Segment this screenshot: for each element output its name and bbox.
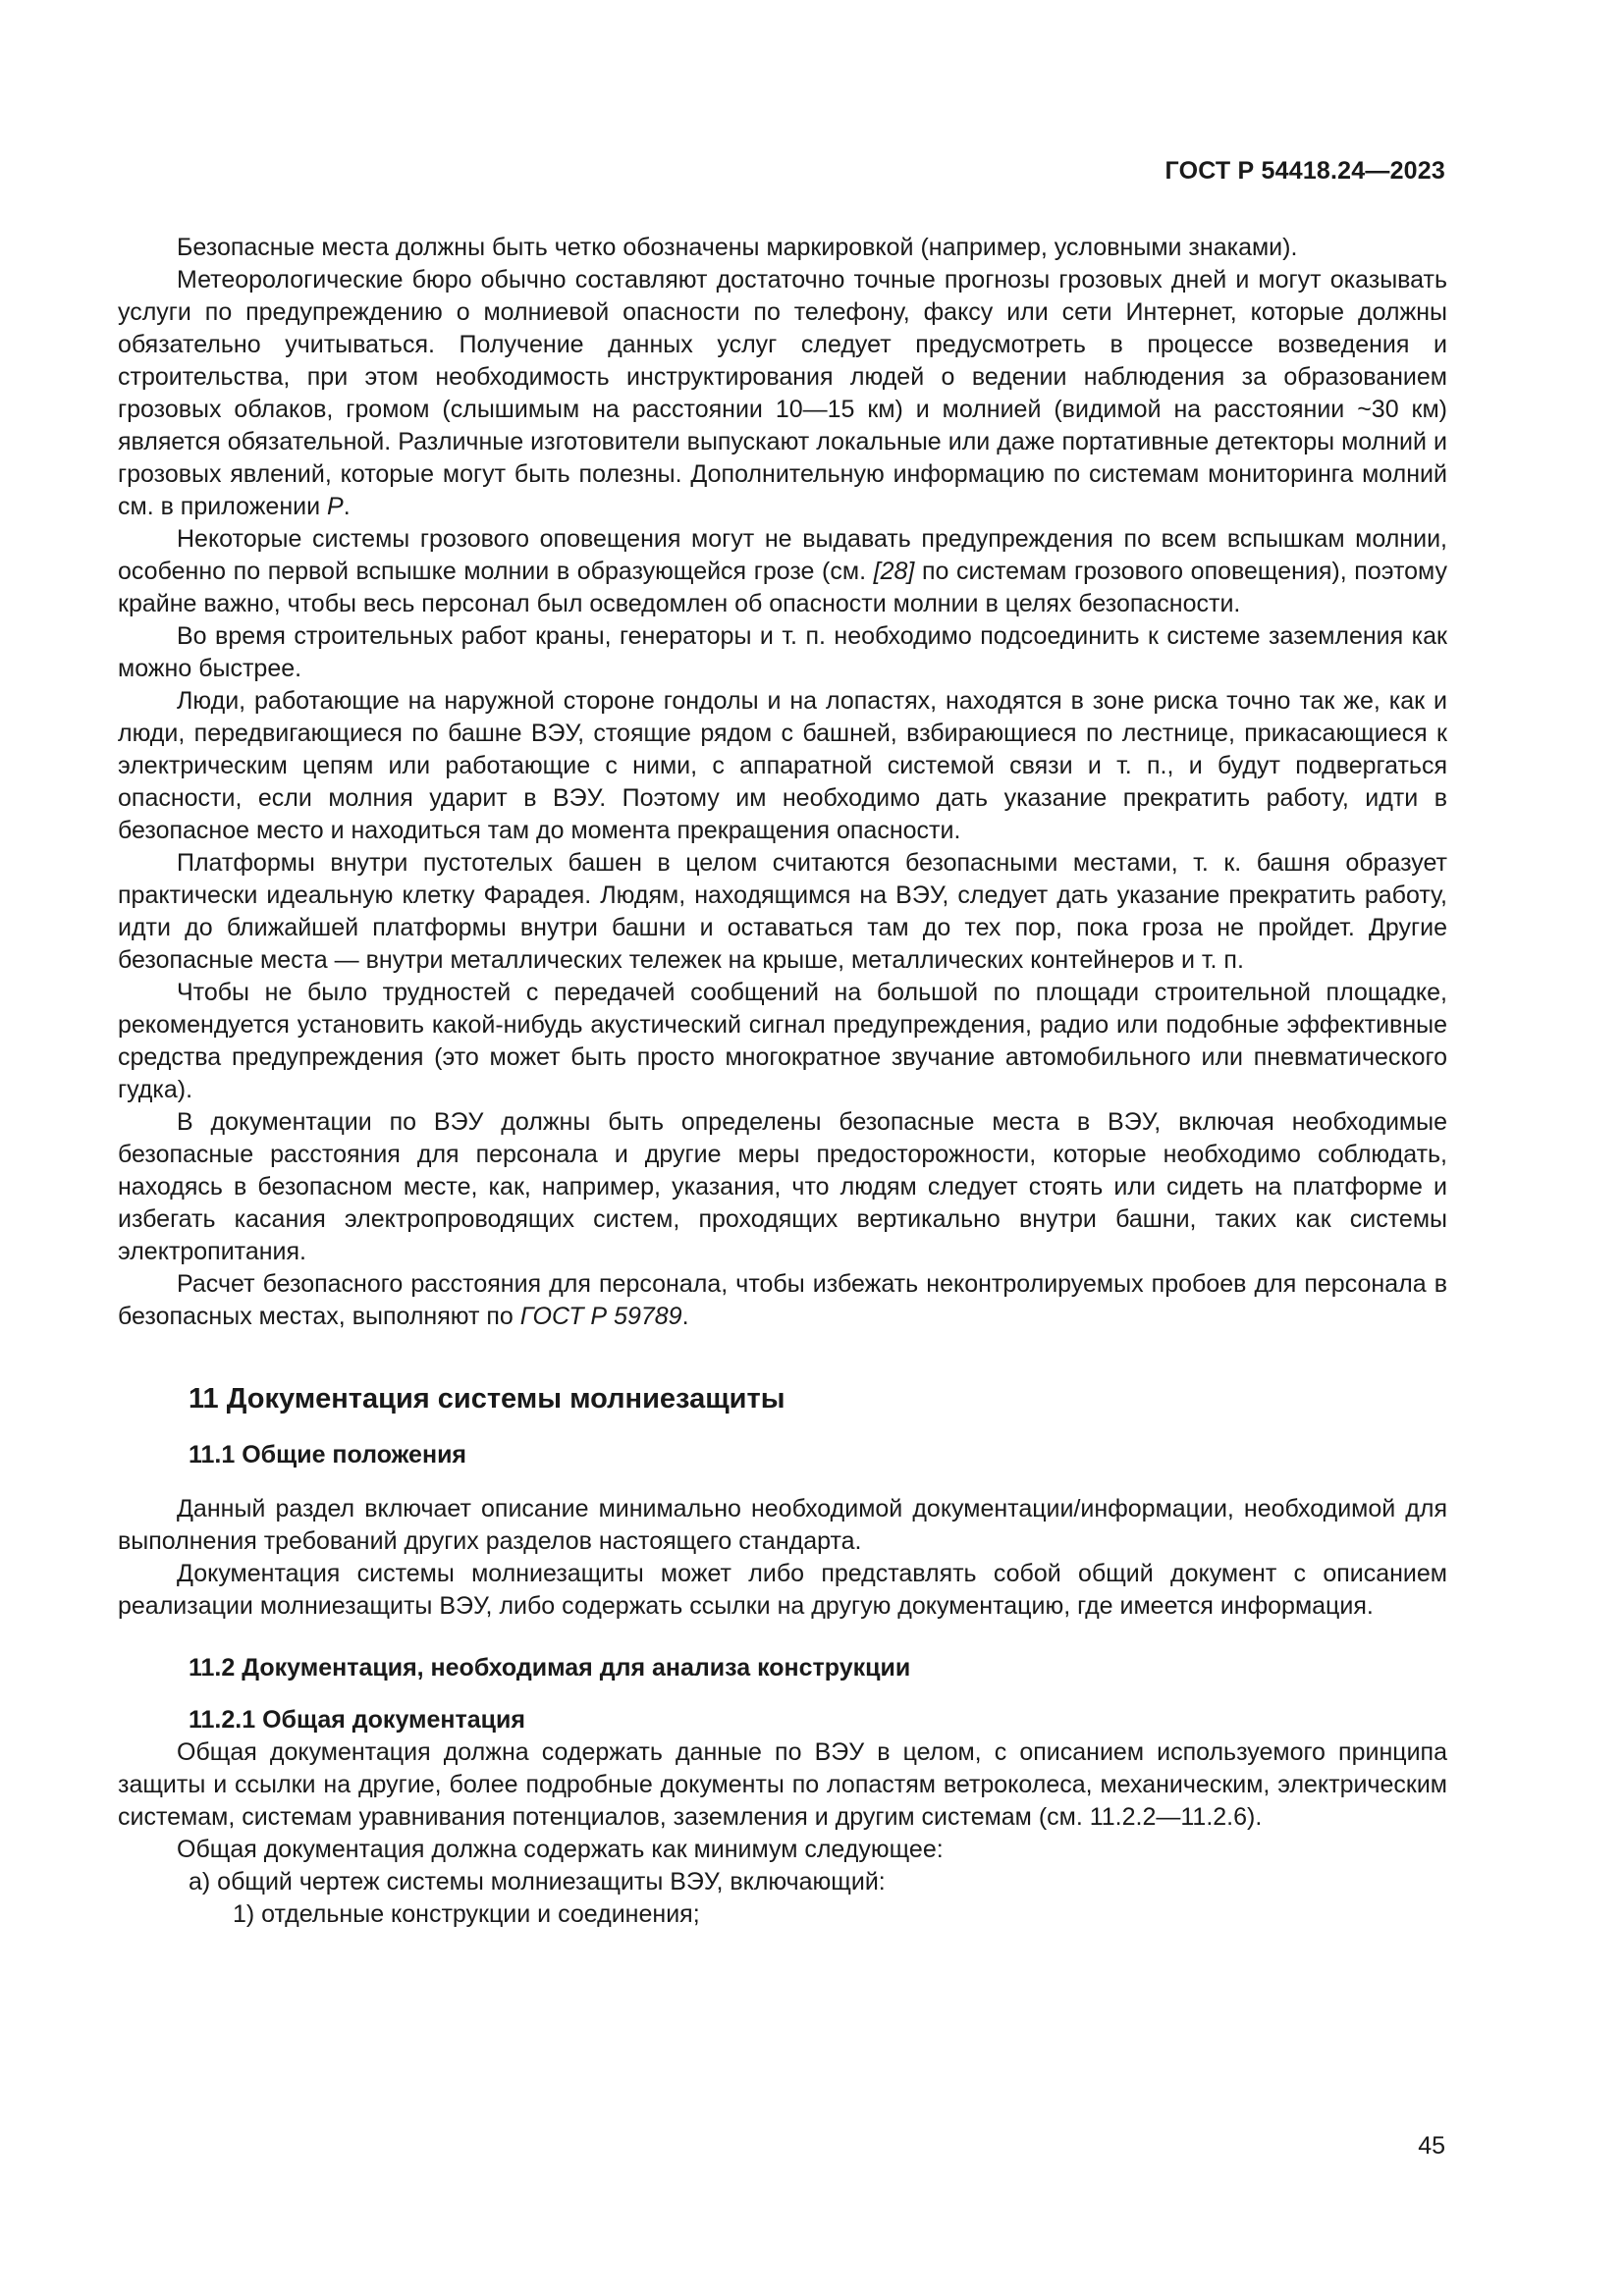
subsection-title: 11.1 Общие положения (189, 1441, 467, 1468)
paragraph: Документация системы молниезащиты может либо представлять собой общий документ с описанием реализации молниезащиты ВЭУ, либо содержать ссылки на другую документацию, где имеется информация. (118, 1560, 1447, 1620)
paragraph: Платформы внутри пустотелых башен в целом считаются безопасными местами, т. к. башня образует практически идеальную клетку Фарадея. Людям, находящимся на ВЭУ, следует дать указание прекратить работу, идти до ближайшей платформы внутри башни и оставаться там до тех пор, пока гроза не пройдет. Другие безопасные места — внутри металлических тележек на крыше, металлических контейнеров и т. п. (118, 849, 1447, 974)
reference-link[interactable]: [28] (873, 558, 915, 585)
list-item: а) общий чертеж системы молниезащиты ВЭУ, включающий: (189, 1868, 886, 1896)
standard-reference-link[interactable]: ГОСТ Р 59789 (519, 1303, 682, 1330)
paragraph: Во время строительных работ краны, генераторы и т. п. необходимо подсоединить к системе заземления как можно быстрее. (118, 622, 1447, 682)
subsection-title: 11.2 Документация, необходимая для анализа конструкции (189, 1654, 911, 1682)
paragraph: Некоторые системы грозового оповещения могут не выдавать предупреждения по всем вспышкам молнии, особенно по первой вспышке молнии в образующейся грозе (см. [28] по системам грозового оповещения), поэтому крайне важно, чтобы весь персонал был осведомлен об опасности молнии в целях безопасности. (118, 525, 1447, 617)
paragraph: Общая документация должна содержать данные по ВЭУ в целом, с описанием используемого принципа защиты и ссылки на другие, более подробные документы по лопастям ветроколеса, механическим, электрическим системам, системам уравнивания потенциалов, заземления и другим системам (см. 11.2.2—11.2.6). (118, 1738, 1447, 1831)
page-content (118, 232, 1447, 1931)
paragraph: В документации по ВЭУ должны быть определены безопасные места в ВЭУ, включая необходимые безопасные расстояния для персонала и другие меры предосторожности, которые необходимо соблюдать, находясь в безопасном месте, как, например, указания, что людям следует стоять или сидеть на платформе и избегать касания электропроводящих систем, проходящих вертикально внутри башни, таких как системы электропитания. (118, 1108, 1447, 1265)
paragraph: Данный раздел включает описание минимально необходимой документации/информации, необходимой для выполнения требований других разделов настоящего стандарта. (118, 1495, 1447, 1555)
document-id-header: ГОСТ Р 54418.24—2023 (1164, 157, 1445, 185)
section-title: 11 Документация системы молниезащиты (189, 1383, 785, 1415)
paragraph: Общая документация должна содержать как минимум следующее: (177, 1836, 944, 1863)
paragraph: Чтобы не было трудностей с передачей сообщений на большой по площади строительной площадке, рекомендуется установить какой-нибудь акустический сигнал предупреждения, радио или подобные эффективные средства предупреждения (это может быть просто многократное звучание автомобильного или пневматического гудка). (118, 979, 1447, 1103)
page-number: 45 (1418, 2132, 1445, 2160)
paragraph: Люди, работающие на наружной стороне гондолы и на лопастях, находятся в зоне риска точно так же, как и люди, передвигающиеся по башне ВЭУ, стоящие рядом с башней, взбирающиеся по лестнице, прикасающиеся к электрическим цепям или работающие с ними, с аппаратной системой связи и т. п., и будут подвергаться опасности, если молния ударит в ВЭУ. Поэтому им необходимо дать указание прекратить работу, идти в безопасное место и находиться там до момента прекращения опасности. (118, 687, 1447, 844)
paragraph: Расчет безопасного расстояния для персонала, чтобы избежать неконтролируемых пробоев для персонала в безопасных местах, выполняют по ГОСТ Р 59789. (118, 1270, 1447, 1330)
list-item: 1) отдельные конструкции и соединения; (233, 1900, 700, 1928)
paragraph: Безопасные места должны быть четко обозначены маркировкой (например, условными знаками). (177, 234, 1298, 261)
paragraph: Метеорологические бюро обычно составляют достаточно точные прогнозы грозовых дней и могут оказывать услуги по предупреждению о молниевой опасности по телефону, факсу или сети Интернет, которые должны обязательно учитываться. Получение данных услуг следует предусмотреть в процессе возведения и строительства, при этом необходимость инструктирования людей о ведении наблюдения за образованием грозовых облаков, громом (слышимым на расстоянии 10—15 км) и молнией (видимой на расстоянии ~30 км) является обязательной. Различные изготовители выпускают локальные или даже портативные детекторы молний и грозовых явлений, которые могут быть полезны. Дополнительную информацию по системам мониторинга молний см. в приложении Р. (118, 266, 1447, 520)
subsubsection-title: 11.2.1 Общая документация (189, 1706, 525, 1734)
